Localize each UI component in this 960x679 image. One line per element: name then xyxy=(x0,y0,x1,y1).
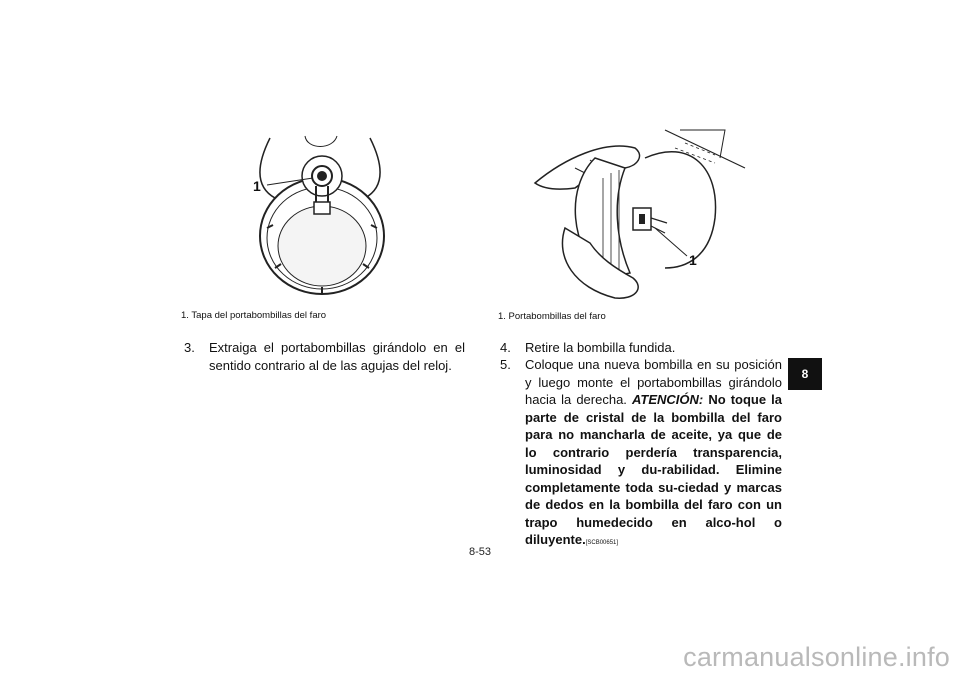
caption-left: 1. Tapa del portabombillas del faro xyxy=(181,310,327,321)
step-3 xyxy=(184,339,465,374)
caption-right: 1. Portabombillas del faro xyxy=(498,311,606,322)
callout-1-left: 1 xyxy=(253,178,261,194)
step-4-text: Retire la bombilla fundida. xyxy=(525,340,676,355)
headlight-cap-illustration xyxy=(245,128,395,308)
step-5-body xyxy=(500,356,782,553)
step-5-number: 5. xyxy=(500,357,511,372)
step-3-text: Extraiga el portabombillas girándolo en el sentido contrario al de las agujas del reloj. xyxy=(209,340,465,373)
watermark: carmanualsonline.info xyxy=(683,642,950,672)
step-4-number: 4. xyxy=(500,340,511,355)
step-5 xyxy=(500,356,782,553)
bulb-holder-illustration xyxy=(515,128,765,303)
chapter-tab: 8 xyxy=(788,358,822,390)
step-3-number: 3. xyxy=(184,340,195,355)
step-4 xyxy=(500,339,782,357)
step-5-text: Coloque una nueva bombilla en su posición y luego monte el portabombillas girándolo hacia la derecha. xyxy=(525,357,782,407)
step-5-warning xyxy=(525,392,782,547)
page-number: 8-53 xyxy=(468,546,492,558)
warning-code: [SCB00651] xyxy=(585,540,619,546)
warning-text: No toque la parte de cristal de la bombilla del faro para no mancharla de aceite, ya que de lo contrario perdería transparencia, luminosidad y du-rabilidad. Elimine completamente toda su-ciedad y marcas de dedos en la bombilla del faro con un trapo humedecido en alco-hol o diluyente. xyxy=(525,392,782,547)
warning-label: ATENCIÓN: xyxy=(631,392,704,407)
callout-1-right: 1 xyxy=(689,252,697,268)
